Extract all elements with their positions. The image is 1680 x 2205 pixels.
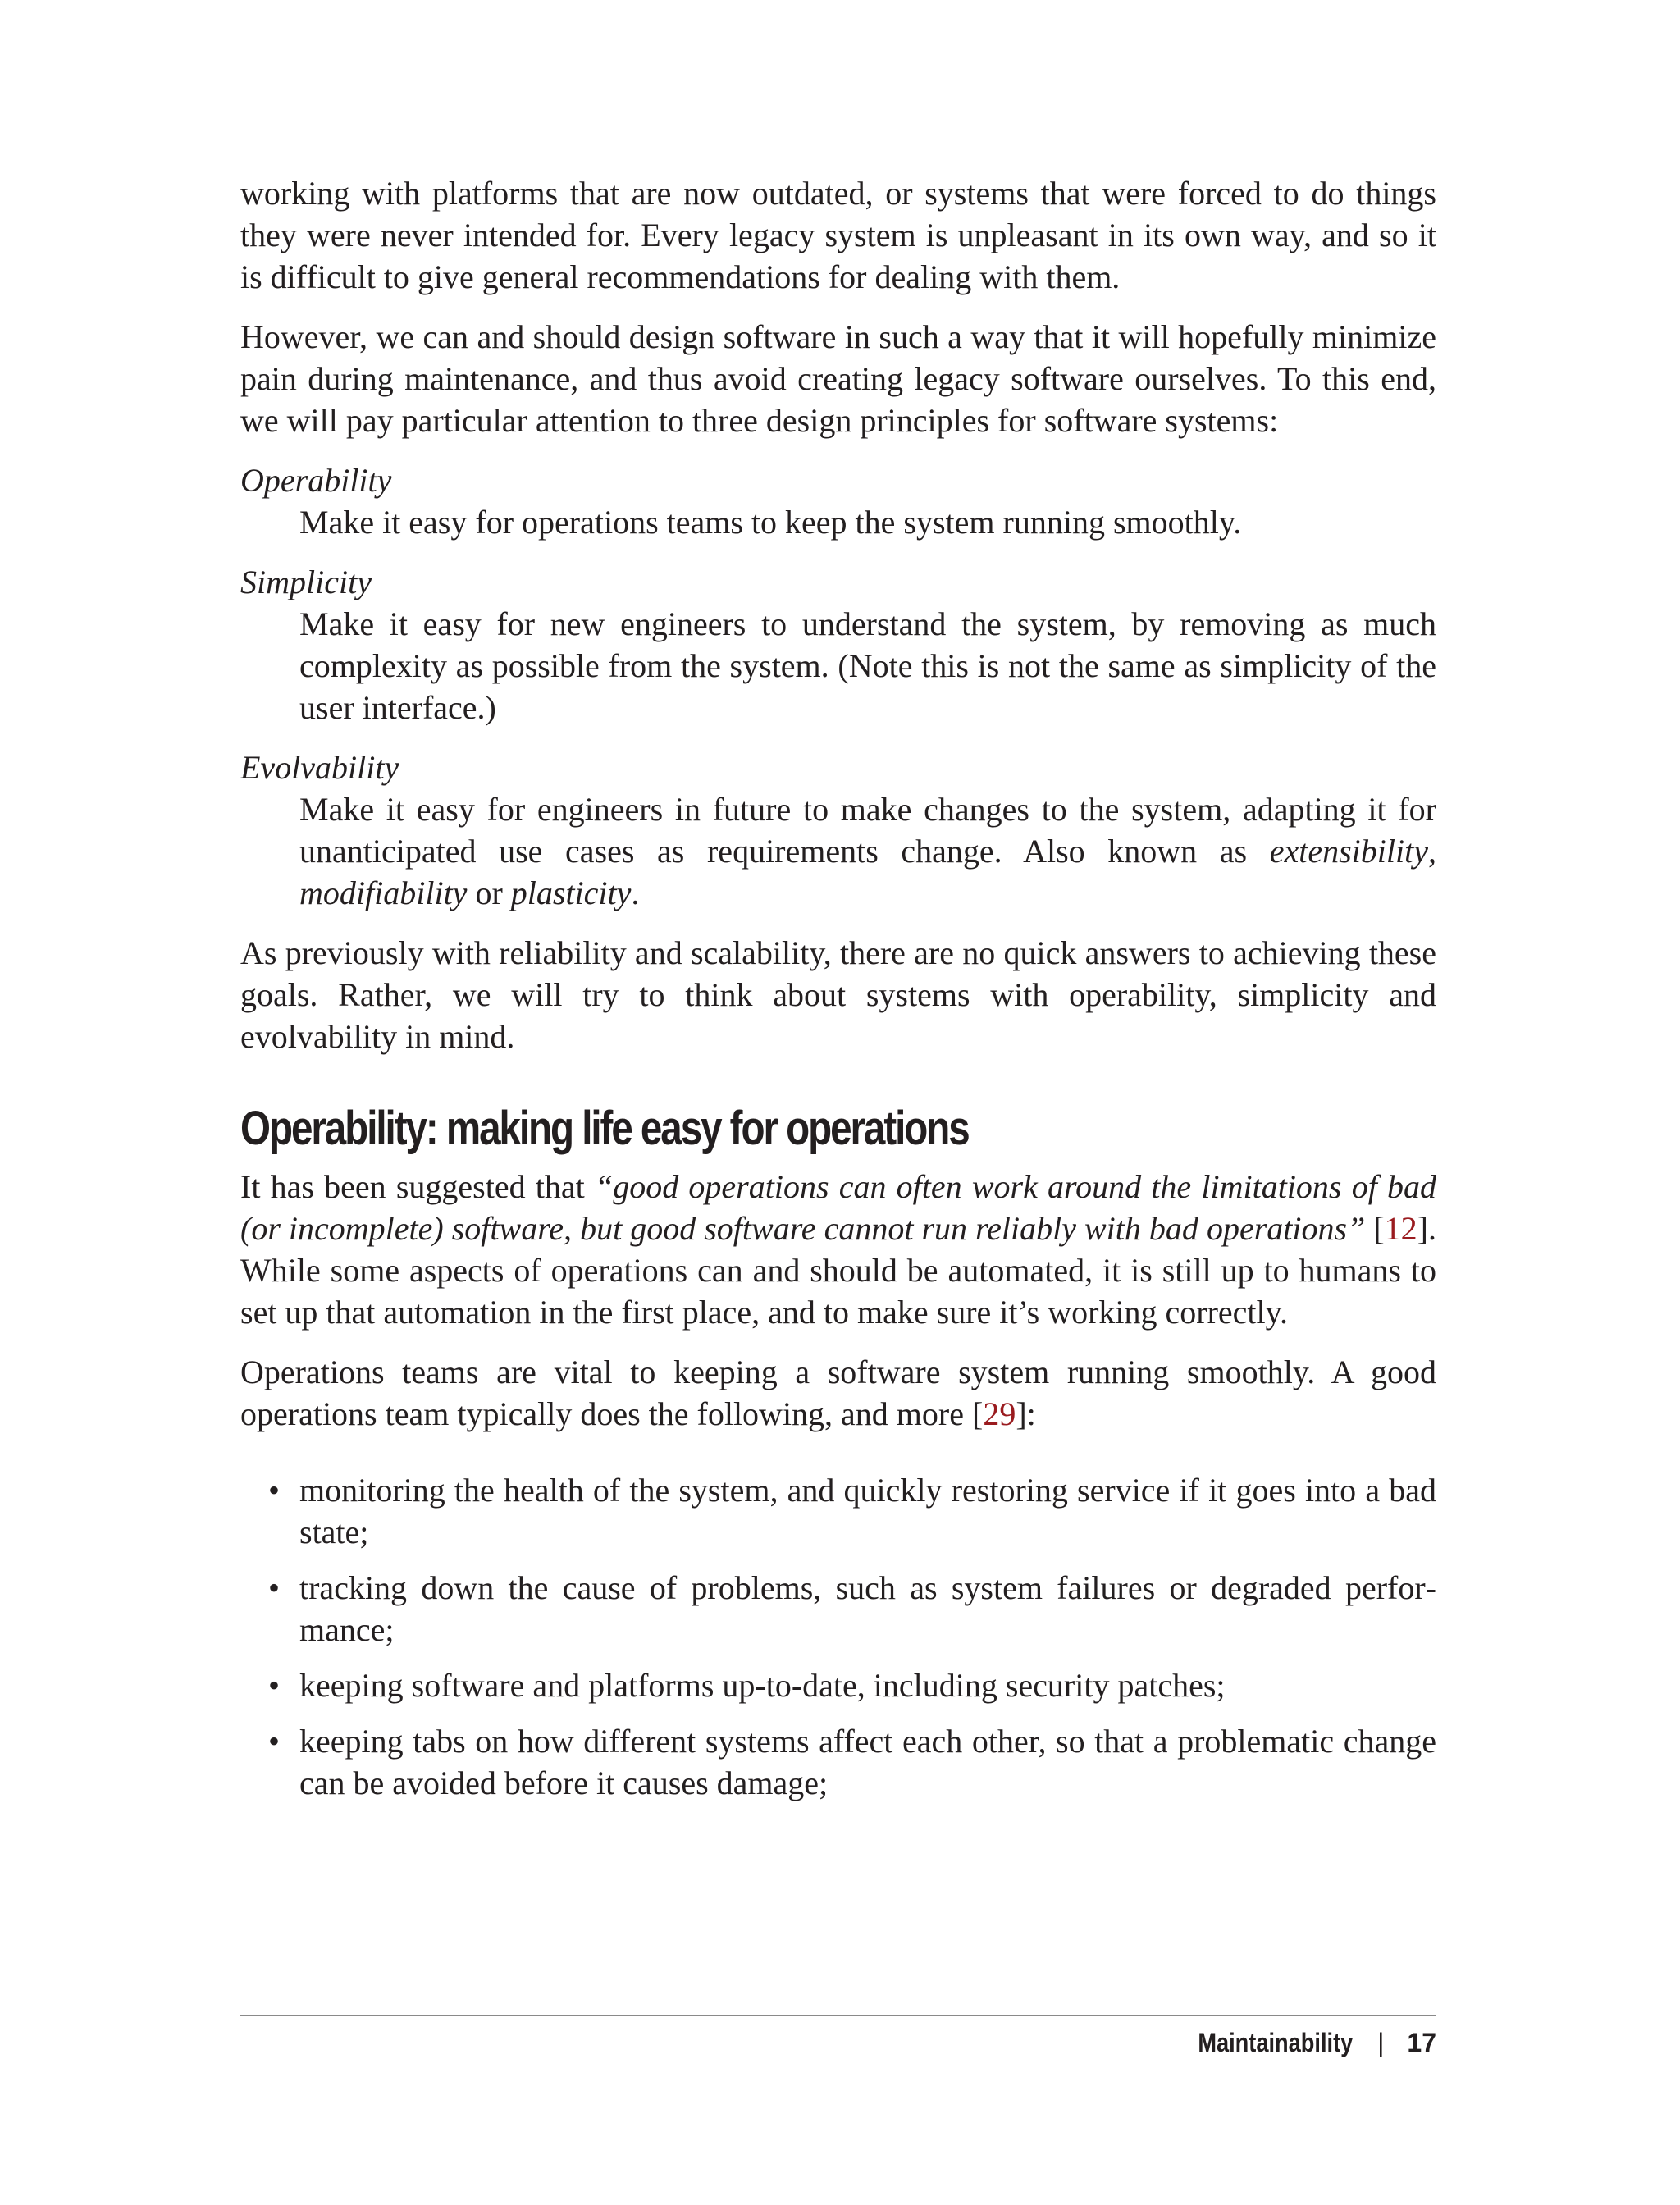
footer-separator: | [1377,2028,1385,2057]
principle-evolvability [240,746,1436,914]
paragraph-design-principles-intro: However, we can and should design software in such a way that it will hopefully minimize pain during maintenance, and thus avoid creating legacy software ourselves. To this end, we will pay particular attention to three design principles for software systems: [240,318,1436,439]
section-heading-operability: Operability: making life easy for operations [240,1102,969,1155]
definition-evolvability-sep2: or [467,874,511,911]
footer-section-name: Maintainability [1198,2028,1354,2057]
operations-teams-text: Operations teams are vital to keeping a software system running smoothly. A good operations team typically does the following, and more [ [240,1354,1436,1432]
definition-simplicity: Make it easy for new engineers to understand the system, by removing as much complexity as possible from the system. (Note this is not the same as simplicity of the user interface.) [299,605,1436,726]
term-simplicity: Simplicity [240,564,372,600]
footer-divider [240,2015,1436,2016]
list-item-text: monitoring the health of the system, and quickly restoring service if it goes into a bad state; [299,1472,1436,1550]
bullet-icon: • [268,1723,281,1760]
list-item [240,1720,1436,1804]
principle-simplicity [240,561,1436,728]
bullet-icon: • [268,1569,281,1606]
quote-text: “good operations can often work around the limitations of bad (or incomplete) software, but good software cannot run reliably with bad operations” [240,1168,1436,1247]
list-item [240,1664,1436,1706]
quote-followup: ]. While some aspects of operations can and should be automated, it is still up to humans to set up that automation in the first place, and to make sure it’s working correctly. [240,1210,1436,1331]
paragraph-goals: As previously with reliability and scalability, there are no quick answers to achieving these goals. Rather, we will try to think about systems with operability, simplicity and evolvability in mind. [240,934,1436,1055]
list-item-text: keeping tabs on how different systems affect each other, so that a problematic change can be avoided before it causes damage; [299,1723,1436,1801]
emphasis-plasticity: plasticity [510,874,632,911]
bullet-icon: • [268,1667,281,1704]
term-operability: Operability [240,462,392,499]
page-number: 17 [1407,2028,1436,2057]
term-evolvability: Evolvability [240,749,399,786]
definition-evolvability-text: Make it easy for engineers in future to make changes to the system, adapting it for unanticipated use cases as requirements change. Also known as [299,791,1436,870]
emphasis-modifiability: modifiability [299,874,468,911]
reference-link-29[interactable]: 29 [983,1395,1016,1432]
principle-operability [240,459,1436,543]
list-item-text: keeping software and platforms up-to-date, including security patches; [299,1667,1226,1704]
definition-operability: Make it easy for operations teams to keep the system running smoothly. [299,504,1242,541]
operations-teams-end: ]: [1016,1395,1036,1432]
page-footer [1171,2025,1436,2061]
list-item [240,1469,1436,1553]
list-item [240,1567,1436,1650]
list-item-text: tracking down the cause of problems, such as system failures or degraded performance; [299,1569,1436,1648]
bullet-icon: • [268,1472,281,1509]
emphasis-extensibility: extensibility [1269,833,1428,870]
paragraph-legacy-systems: working with platforms that are now outdated, or systems that were forced to do things they were never intended for. Every legacy system is unpleasant in its own way, and so it is difficult to give general recommendations for dealing with them. [240,175,1436,295]
paragraph-operations-quote [240,1166,1436,1333]
definition-evolvability [299,788,1436,914]
definition-evolvability-end: . [631,874,640,911]
paragraph-operations-teams [240,1351,1436,1435]
reference-link-12[interactable]: 12 [1384,1210,1418,1247]
page-body [240,172,1436,1818]
operations-duties-list [240,1469,1436,1804]
definition-evolvability-sep1: , [1428,833,1436,870]
quote-intro: It has been suggested that [240,1168,595,1205]
ref-open: [ [1365,1210,1385,1247]
